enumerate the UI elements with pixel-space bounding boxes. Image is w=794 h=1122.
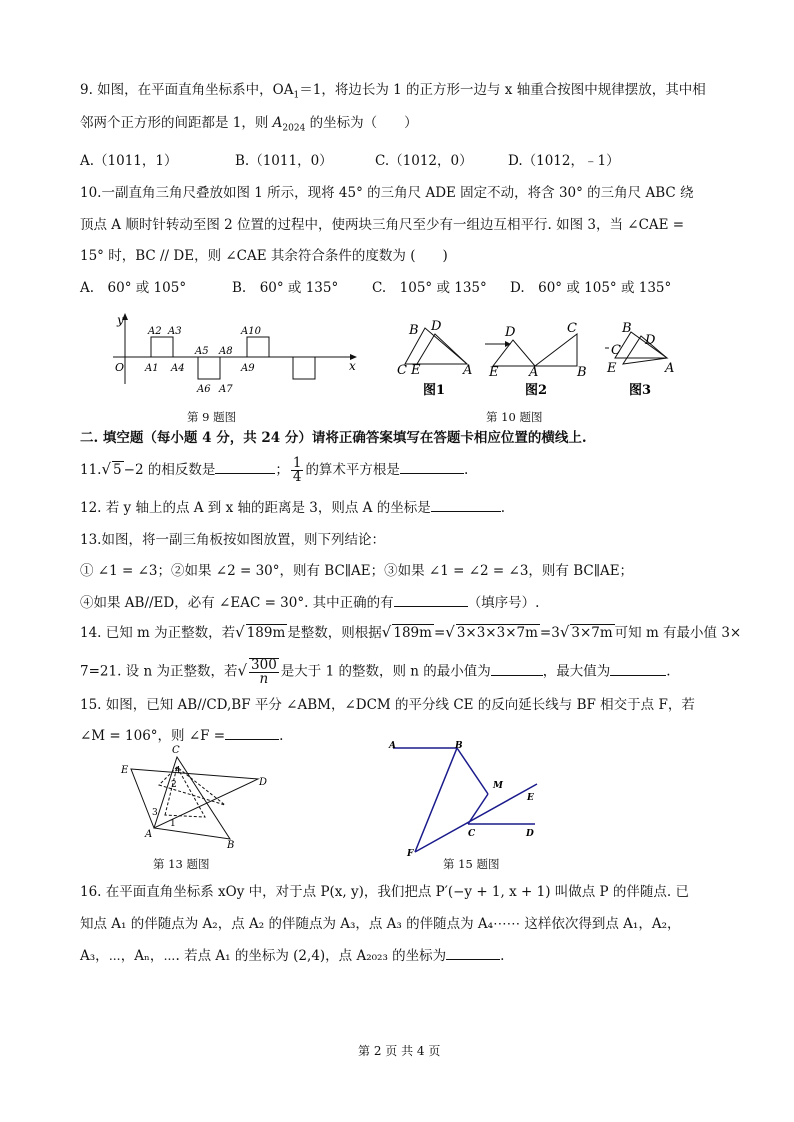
fig9-label-a1: A1 <box>145 363 159 374</box>
q16-line1: 16. 在平面直角坐标系 xOy 中，对于点 P(x, y)，我们把点 P′(−y + 1, x + 1) 叫做点 P 的伴随点. 已 <box>80 884 689 900</box>
q11: 11.√ 5 −2 的相反数是 ； $\frac{1}{4}$ 的算术平方根是 . <box>80 455 469 485</box>
fig9-label-a4: A4 <box>171 363 185 374</box>
q13-line3: ④如果 AB//ED，必有 ∠EAC = 30°. 其中正确的有 （填序号）. <box>80 592 539 613</box>
q12: 12. 若 y 轴上的点 A 到 x 轴的距离是 3，则点 A 的坐标是 . <box>80 497 505 518</box>
fig15-label-d: D <box>526 829 534 839</box>
fig13-label-e: E <box>121 765 129 776</box>
fig10-fig2: 图2 <box>525 383 548 398</box>
q13-line2: ① ∠1 = ∠3；②如果 ∠2 = 30°，则有 BC∥AE；③如果 ∠1 = ∠2 = ∠3，则有 BC∥AE； <box>80 563 634 579</box>
section-2-heading: 二. 填空题（每小题 4 分，共 24 分）请将正确答案填写在答题卡相应位置的横线上. <box>80 430 587 446</box>
fig10-label-e3: E <box>607 361 617 376</box>
q15-line2: ∠M = 106°，则 ∠F = . <box>80 725 283 746</box>
q10-line1: 10.一副直角三角尺叠放如图 1 所示，现将 45° 的三角尺 ADE 固定不动，将含 30° 的三角尺 ABC 绕 <box>80 185 694 201</box>
q9-line2: 邻两个正方形的间距都是 1，则 $A_{2024}$ 的坐标为（ ） <box>80 115 418 134</box>
fig9-label-o: O <box>115 361 125 374</box>
fig15-label-m: M <box>493 781 503 791</box>
fig13-label-a: A <box>145 829 153 840</box>
q9-option-b: B.（1011，0） <box>235 153 333 169</box>
q16-line2: 知点 A₁ 的伴随点为 A₂，点 A₂ 的伴随点为 A₃，点 A₃ 的伴随点为 A₄⋯⋯ 这样依次得到点 A₁，A₂， <box>80 916 681 932</box>
fig9-label-a6: A6 <box>197 384 211 395</box>
q10-option-d: D. 60° 或 105° 或 135° <box>510 280 672 296</box>
fig13-angle-2: 2 <box>171 780 177 790</box>
q9-option-a: A.（1011，1） <box>80 153 178 169</box>
fig9-label-a5: A5 <box>195 346 209 357</box>
fig13-angle-3: 3 <box>152 808 158 818</box>
q10-line2: 顶点 A 顺时针转动至图 2 位置的过程中，使两块三角尺至少有一组边互相平行. 如图 3，当 ∠CAE = <box>80 217 685 233</box>
fig13-angle-4: 4 <box>175 766 181 776</box>
fig15-label-a: A <box>389 741 396 751</box>
q14-line2: 7=21. 设 n 为正整数，若√ $\frac{300}{n}$ 是大于 1 的整数，则 n 的最小值为 ，最大值为 . <box>80 657 671 687</box>
q10-option-c: C. 105° 或 135° <box>372 280 487 296</box>
fig10-fig1: 图1 <box>423 383 446 398</box>
fig10-caption: 第 10 题图 <box>486 410 543 424</box>
figure-10 <box>395 318 685 403</box>
q10-option-b: B. 60° 或 135° <box>232 280 339 296</box>
fig10-label-a1: A <box>463 363 473 378</box>
fig13-label-b: B <box>227 840 235 851</box>
fig13-label-c: C <box>172 745 180 756</box>
fig15-label-c: C <box>468 829 476 839</box>
q15-line1: 15. 如图，已知 AB//CD,BF 平分 ∠ABM，∠DCM 的平分线 CE 的反向延长线与 BF 相交于点 F，若 <box>80 697 695 713</box>
fig10-label-b3: B <box>622 321 632 336</box>
fig9-label-a7: A7 <box>219 384 233 395</box>
fig10-label-d1: D <box>431 319 442 334</box>
fig13-angle-1: 1 <box>170 819 176 829</box>
q16-line3: A₃，⋯，Aₙ，⋯. 若点 A₁ 的坐标为 (2,4)，点 A₂₀₂₃ 的坐标为 . <box>80 945 504 966</box>
q10-line3: 15° 时，BC // DE，则 ∠CAE 其余符合条件的度数为 ( ) <box>80 248 448 264</box>
q9-option-d: D.（1012，﹣1） <box>508 153 620 169</box>
fig10-label-a2: A <box>529 365 539 380</box>
fig13-label-d: D <box>259 777 268 788</box>
fig10-label-d3: D <box>645 333 656 348</box>
q13-line1: 13.如图，将一副三角板按如图放置，则下列结论： <box>80 532 385 548</box>
fig10-label-b2: B <box>577 365 587 380</box>
fig10-label-a3: A <box>665 361 675 376</box>
fig9-label-a8: A8 <box>219 346 233 357</box>
fig15-caption: 第 15 题图 <box>443 857 500 871</box>
fig9-label-a10: A10 <box>241 326 261 337</box>
fig9-label-a3: A3 <box>168 326 182 337</box>
fig10-label-e1: E <box>411 363 421 378</box>
fig15-label-b: B <box>455 741 463 751</box>
fig10-label-e2: E <box>489 365 499 380</box>
fig9-label-y: y <box>117 313 124 327</box>
q14-line1: 14. 已知 m 为正整数，若√ 189m 是整数，则根据√ 189m =√ 3×3×3×7m =3√ 3×7m 可知 m 有最小值 3× <box>80 623 742 641</box>
fig13-caption: 第 13 题图 <box>153 857 210 871</box>
fig9-label-x: x <box>349 359 356 373</box>
fig10-label-d2: D <box>505 325 516 340</box>
fig10-label-c2: C <box>567 321 577 336</box>
fig15-label-e: E <box>527 793 534 803</box>
fig10-label-b1: B <box>409 323 419 338</box>
fig9-label-a2: A2 <box>148 326 162 337</box>
figure-15 <box>385 740 550 859</box>
fig15-label-f: F <box>407 849 414 859</box>
figure-13 <box>115 745 270 850</box>
fig10-label-c1: C <box>397 363 407 378</box>
q9-line1: 9. 如图，在平面直角坐标系中，$OA_1=1$，将边长为 1 的正方形一边与 x 轴重合按图中规律摆放，其中相 <box>80 82 706 101</box>
fig10-fig3: 图3 <box>629 383 652 398</box>
fig9-caption: 第 9 题图 <box>187 410 237 424</box>
figure-9 <box>105 312 360 395</box>
fig9-label-a9: A9 <box>241 363 255 374</box>
fig10-label-c3: C <box>611 343 621 358</box>
q10-option-a: A. 60° 或 105° <box>80 280 187 296</box>
q9-option-c: C.（1012，0） <box>375 153 473 169</box>
page-footer: 第 2 页 共 4 页 <box>358 1044 441 1058</box>
